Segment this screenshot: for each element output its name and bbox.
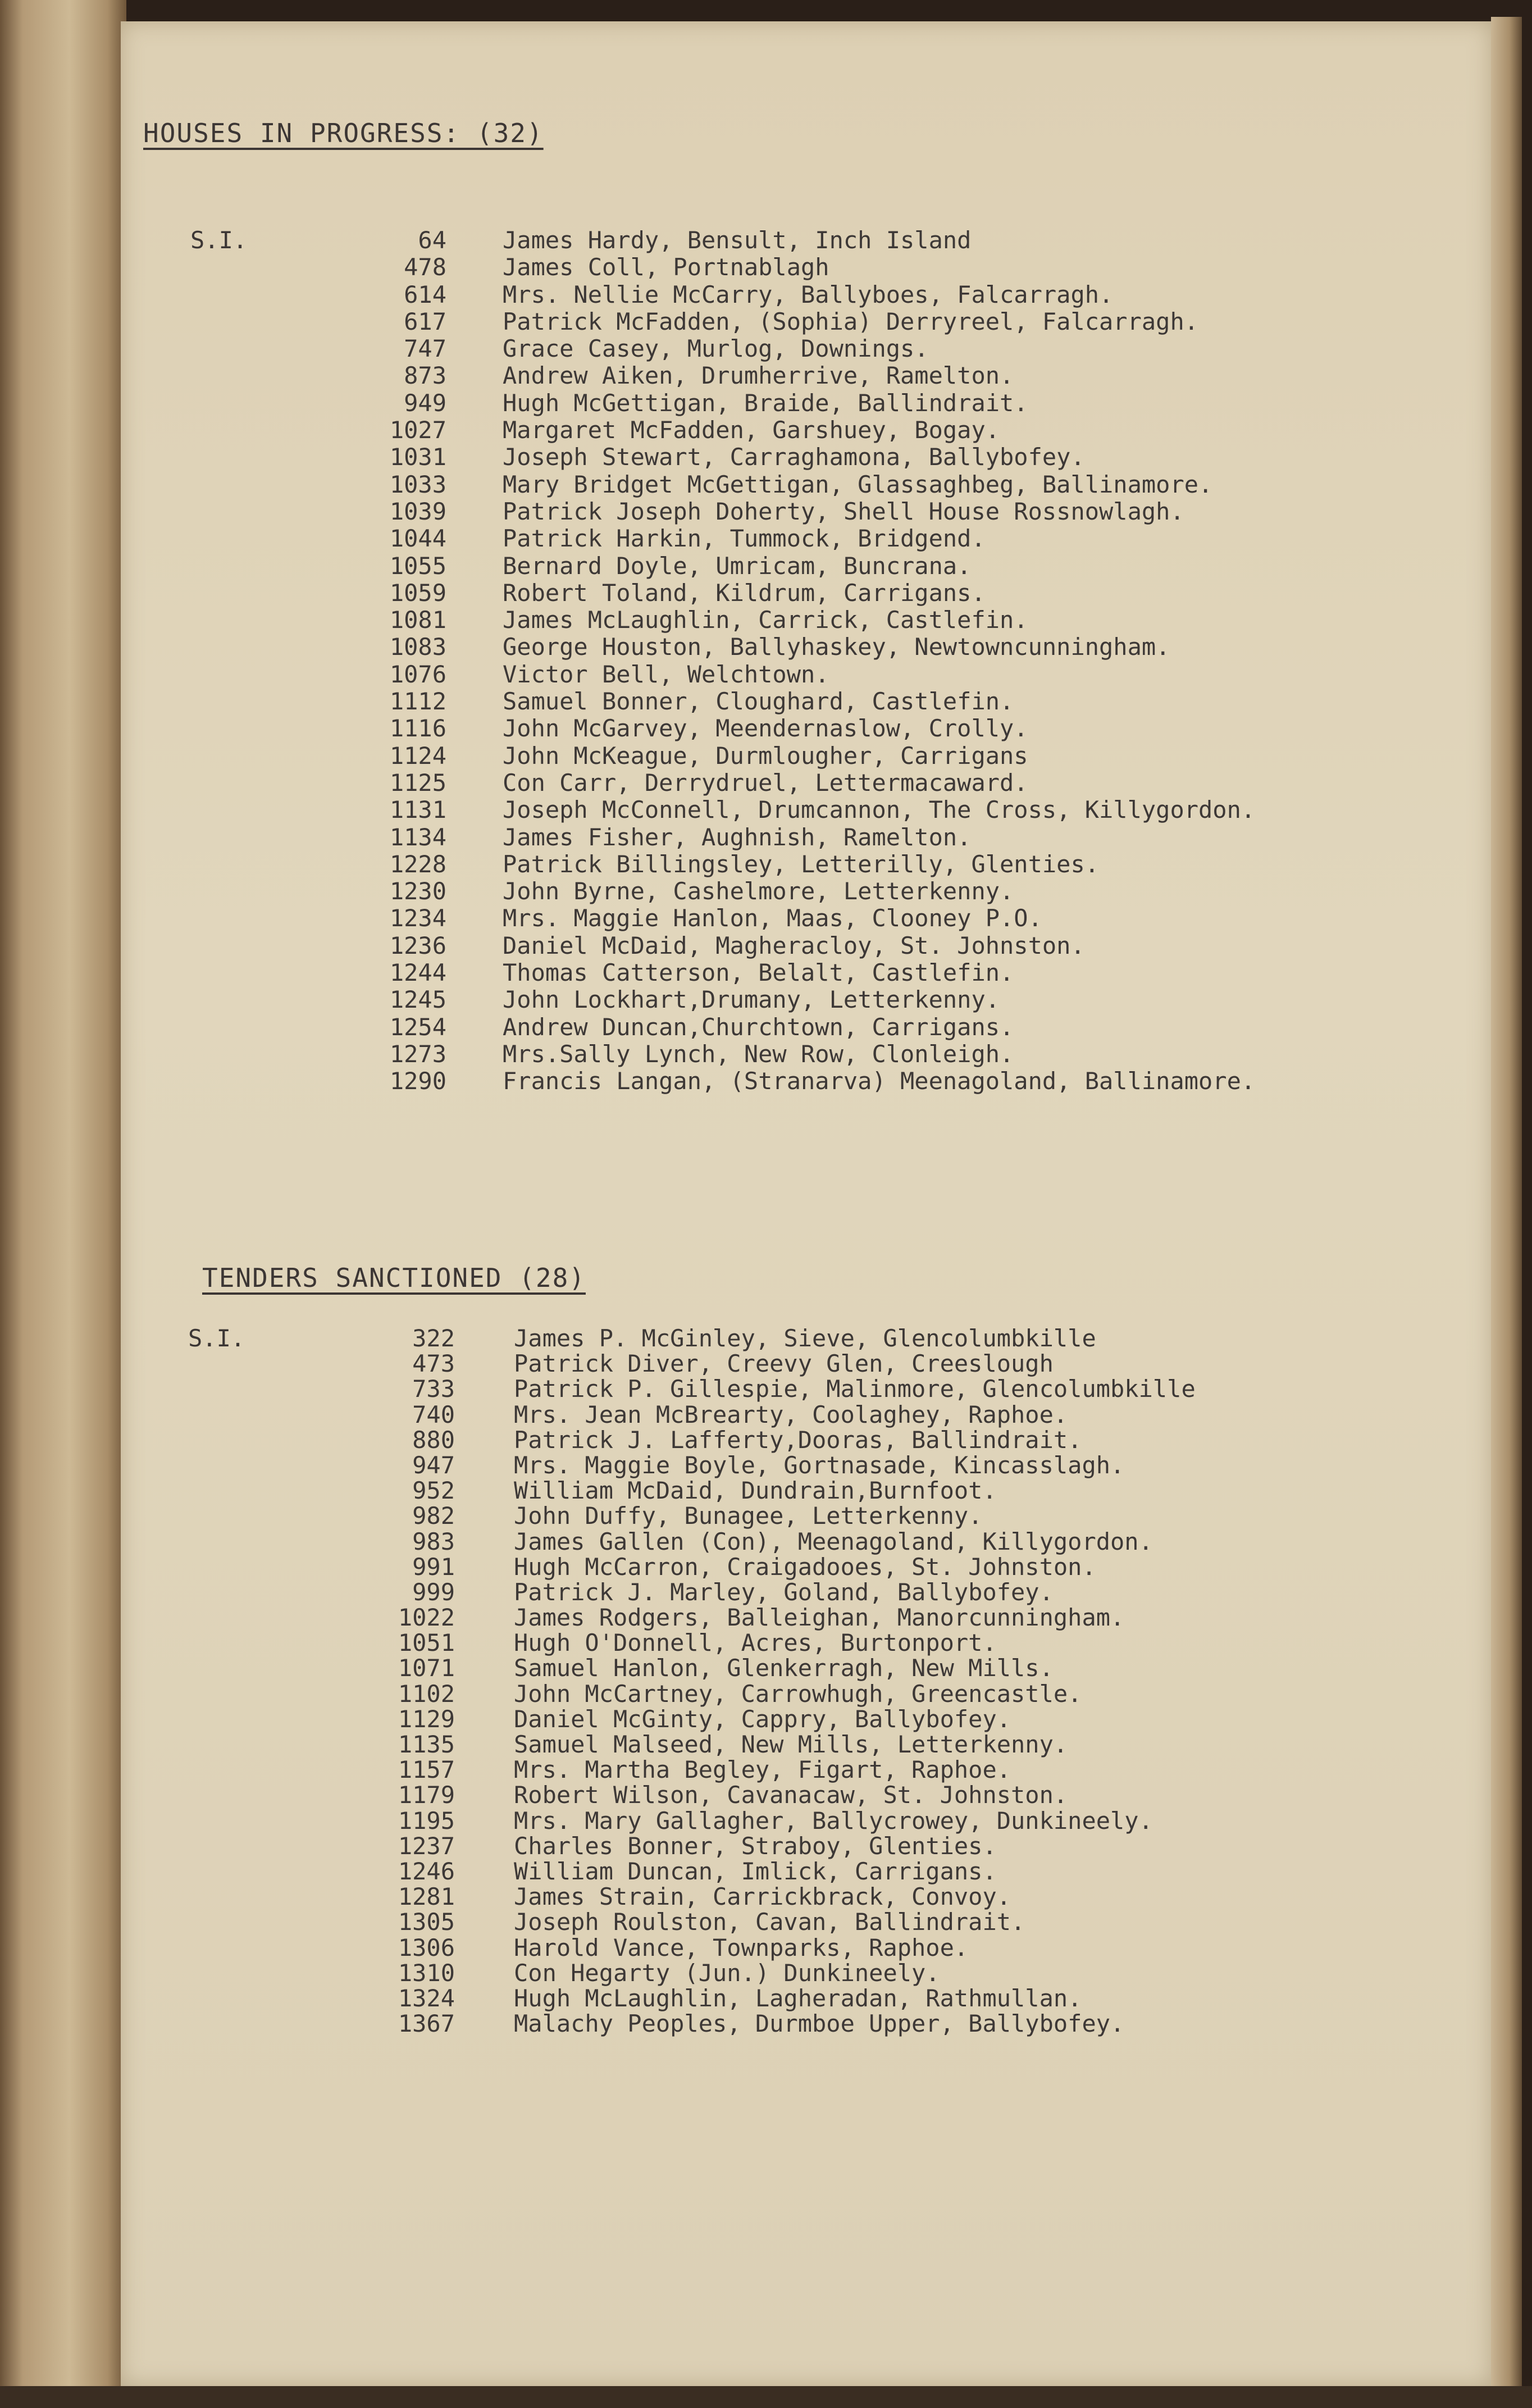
si-number: 1076	[389, 660, 446, 688]
list-item	[121, 1350, 1491, 1378]
entry-text: Francis Langan, (Stranarva) Meenagoland, Ballinamore.	[503, 1067, 1256, 1095]
si-number: 1125	[389, 768, 446, 796]
si-number: 949	[404, 389, 446, 417]
entry-text: Grace Casey, Murlog, Downings.	[503, 335, 929, 363]
si-number: 983	[412, 1527, 455, 1555]
si-number: 1324	[398, 1984, 455, 2012]
list-item	[121, 742, 1491, 769]
entry-text: Margaret McFadden, Garshuey, Bogay.	[503, 416, 1000, 444]
list-item	[121, 850, 1491, 877]
list-item	[121, 1679, 1491, 1708]
list-item	[121, 525, 1491, 552]
list-item	[121, 1934, 1491, 1959]
list-item	[121, 498, 1491, 525]
entry-text: Mrs. Martha Begley, Figart, Raphoe.	[514, 1756, 1011, 1784]
entry-text: Andrew Duncan,Churchtown, Carrigans.	[503, 1013, 1014, 1041]
list-item	[121, 796, 1491, 823]
entry-text: Patrick Billingsley, Letterilly, Glenties.	[503, 850, 1100, 878]
list-item	[121, 1502, 1491, 1530]
list-item	[121, 1067, 1491, 1094]
entry-text: Mrs.Sally Lynch, New Row, Clonleigh.	[503, 1040, 1014, 1068]
entry-text: Malachy Peoples, Durmboe Upper, Ballybofey.	[514, 2010, 1125, 2038]
list-item	[121, 253, 1491, 280]
entry-text: Mrs. Nellie McCarry, Ballyboes, Falcarragh.	[503, 280, 1114, 308]
si-number: 1290	[389, 1067, 446, 1095]
list-item	[121, 1756, 1491, 1784]
list-item	[121, 1832, 1491, 1858]
entry-text: Andrew Aiken, Drumherrive, Ramelton.	[503, 362, 1014, 390]
entry-text: Mrs. Jean McBrearty, Coolaghey, Raphoe.	[514, 1400, 1068, 1428]
si-number: 478	[404, 253, 446, 281]
si-number: 1230	[389, 877, 446, 905]
si-number: 947	[412, 1451, 455, 1479]
entry-text: John Lockhart,Drumany, Letterkenny.	[503, 986, 1000, 1014]
list-item	[121, 688, 1491, 714]
list-item	[121, 1858, 1491, 1883]
si-number: 733	[412, 1375, 455, 1403]
list-item	[121, 1984, 1491, 2010]
si-number: 1236	[389, 931, 446, 959]
si-number: 1081	[389, 606, 446, 634]
list-item	[121, 1604, 1491, 1632]
facing-page-edge	[0, 0, 126, 2408]
si-number: 952	[412, 1477, 455, 1505]
si-number: 1039	[389, 497, 446, 525]
list-item	[121, 1426, 1491, 1454]
si-number: 1112	[389, 688, 446, 716]
list-item	[121, 1654, 1491, 1682]
si-number: 880	[412, 1426, 455, 1454]
list-item	[121, 633, 1491, 660]
si-number: 64	[418, 226, 446, 254]
entry-text: James Coll, Portnablagh	[503, 253, 829, 281]
list-item	[121, 1731, 1491, 1756]
si-number: 873	[404, 362, 446, 390]
si-number: 1273	[389, 1040, 446, 1068]
list-item	[121, 471, 1491, 498]
si-number: 1033	[389, 470, 446, 498]
entry-text: Victor Bell, Welchtown.	[503, 660, 829, 688]
si-number: 1102	[398, 1679, 455, 1708]
entry-text: James Strain, Carrickbrack, Convoy.	[514, 1883, 1011, 1911]
entry-text: Joseph McConnell, Drumcannon, The Cross, Killygordon.	[503, 796, 1256, 824]
list-item	[121, 1324, 1491, 1350]
entry-text: John Duffy, Bunagee, Letterkenny.	[514, 1502, 983, 1530]
si-number: 1179	[398, 1781, 455, 1809]
entry-text: James P. McGinley, Sieve, Glencolumbkille	[514, 1324, 1096, 1352]
si-number: 1157	[398, 1756, 455, 1784]
si-number: 991	[412, 1553, 455, 1581]
si-number: 999	[412, 1578, 455, 1606]
tenders-sanctioned-list	[121, 1324, 1491, 2038]
si-number: 1027	[389, 416, 446, 444]
si-number: 1124	[389, 741, 446, 770]
list-item	[121, 389, 1491, 416]
entry-text: Patrick Harkin, Tummock, Bridgend.	[503, 525, 986, 553]
si-number: 1031	[389, 443, 446, 471]
list-item	[121, 606, 1491, 633]
si-number: 1254	[389, 1013, 446, 1041]
houses-in-progress-si-prefix: S.I.	[190, 226, 248, 254]
list-item	[121, 1013, 1491, 1040]
list-item	[121, 877, 1491, 904]
si-number: 614	[404, 280, 446, 308]
entry-text: Hugh McGettigan, Braide, Ballindrait.	[503, 389, 1028, 417]
list-item	[121, 1781, 1491, 1809]
entry-text: Patrick P. Gillespie, Malinmore, Glencolumbkille	[514, 1375, 1196, 1403]
list-item	[121, 1477, 1491, 1505]
list-item	[121, 1528, 1491, 1553]
list-item	[121, 769, 1491, 796]
list-item	[121, 1806, 1491, 1835]
list-item	[121, 2010, 1491, 2038]
si-number: 1131	[389, 796, 446, 824]
entry-text: Mary Bridget McGettigan, Glassaghbeg, Ballinamore.	[503, 470, 1213, 498]
entry-text: John Byrne, Cashelmore, Letterkenny.	[503, 877, 1014, 905]
entry-text: James McLaughlin, Carrick, Castlefin.	[503, 606, 1028, 634]
entry-text: Patrick J. Marley, Goland, Ballybofey.	[514, 1578, 1054, 1606]
si-number: 473	[412, 1350, 455, 1378]
entry-text: John McKeague, Durmlougher, Carrigans	[503, 741, 1028, 770]
list-item	[121, 904, 1491, 931]
entry-text: Daniel McGinty, Cappry, Ballybofey.	[514, 1705, 1011, 1733]
si-number: 1083	[389, 633, 446, 661]
list-item	[121, 1578, 1491, 1604]
houses-in-progress-heading: HOUSES IN PROGRESS: (32)	[143, 118, 544, 148]
si-number: 1237	[398, 1832, 455, 1860]
entry-text: Mrs. Maggie Hanlon, Maas, Clooney P.O.	[503, 904, 1042, 932]
si-number: 1246	[398, 1857, 455, 1885]
list-item	[121, 1451, 1491, 1477]
entry-text: Patrick Joseph Doherty, Shell House Rossnowlagh.	[503, 497, 1184, 525]
si-number: 747	[404, 335, 446, 363]
entry-text: John McCartney, Carrowhugh, Greencastle.	[514, 1679, 1082, 1708]
houses-in-progress-list	[121, 226, 1491, 1095]
list-item	[121, 959, 1491, 986]
si-number: 1234	[389, 904, 446, 932]
document-page	[121, 21, 1491, 2386]
entry-text: Con Carr, Derrydruel, Lettermacaward.	[503, 768, 1028, 796]
si-number: 1022	[398, 1604, 455, 1632]
entry-text: George Houston, Ballyhaskey, Newtowncunningham.	[503, 633, 1170, 661]
entry-text: Charles Bonner, Straboy, Glenties.	[514, 1832, 997, 1860]
entry-text: James Hardy, Bensult, Inch Island	[503, 226, 972, 254]
list-item	[121, 714, 1491, 741]
list-item	[121, 1629, 1491, 1657]
entry-text: Hugh McCarron, Craigadooes, St. Johnston.	[514, 1553, 1096, 1581]
si-number: 1228	[389, 850, 446, 878]
list-item	[121, 362, 1491, 389]
tenders-sanctioned-si-prefix: S.I.	[188, 1324, 245, 1352]
list-item	[121, 579, 1491, 606]
si-number: 1071	[398, 1654, 455, 1682]
entry-text: Thomas Catterson, Belalt, Castlefin.	[503, 959, 1014, 987]
list-item	[121, 1375, 1491, 1403]
entry-text: Daniel McDaid, Magheracloy, St. Johnston.	[503, 931, 1085, 959]
list-item	[121, 443, 1491, 470]
entry-text: Patrick McFadden, (Sophia) Derryreel, Falcarragh.	[503, 307, 1199, 335]
list-item	[121, 1908, 1491, 1936]
si-number: 1044	[389, 525, 446, 553]
entry-text: Samuel Hanlon, Glenkerragh, New Mills.	[514, 1654, 1054, 1682]
list-item	[121, 552, 1491, 579]
list-item	[121, 986, 1491, 1013]
si-number: 1305	[398, 1908, 455, 1936]
list-item	[121, 1705, 1491, 1731]
entry-text: Bernard Doyle, Umricam, Buncrana.	[503, 552, 972, 580]
list-item	[121, 823, 1491, 850]
si-number: 1134	[389, 823, 446, 851]
list-item	[121, 226, 1491, 253]
entry-text: Robert Wilson, Cavanacaw, St. Johnston.	[514, 1781, 1068, 1809]
list-item	[121, 932, 1491, 959]
si-number: 1367	[398, 2010, 455, 2038]
entry-text: William Duncan, Imlick, Carrigans.	[514, 1857, 997, 1885]
entry-text: Mrs. Maggie Boyle, Gortnasade, Kincasslagh.	[514, 1451, 1125, 1479]
list-item	[121, 1553, 1491, 1581]
entry-text: Patrick J. Lafferty,Dooras, Ballindrait.	[514, 1426, 1082, 1454]
entry-text: Robert Toland, Kildrum, Carrigans.	[503, 579, 986, 607]
list-item	[121, 661, 1491, 688]
entry-text: Joseph Stewart, Carraghamona, Ballybofey.	[503, 443, 1085, 471]
entry-text: Mrs. Mary Gallagher, Ballycrowey, Dunkineely.	[514, 1806, 1153, 1835]
entry-text: James Fisher, Aughnish, Ramelton.	[503, 823, 972, 851]
list-item	[121, 1040, 1491, 1067]
page-edge	[1491, 17, 1522, 2393]
si-number: 1281	[398, 1883, 455, 1911]
tenders-sanctioned-heading: TENDERS SANCTIONED (28)	[202, 1263, 586, 1293]
si-number: 1245	[389, 986, 446, 1014]
entry-text: James Gallen (Con), Meenagoland, Killygordon.	[514, 1527, 1153, 1555]
list-item	[121, 1959, 1491, 1987]
si-number: 1244	[389, 959, 446, 987]
entry-text: Con Hegarty (Jun.) Dunkineely.	[514, 1959, 940, 1987]
entry-text: Hugh McLaughlin, Lagheradan, Rathmullan.	[514, 1984, 1082, 2012]
entry-text: William McDaid, Dundrain,Burnfoot.	[514, 1477, 997, 1505]
list-item	[121, 281, 1491, 308]
si-number: 617	[404, 307, 446, 335]
list-item	[121, 1401, 1491, 1426]
si-number: 1059	[389, 579, 446, 607]
entry-text: James Rodgers, Balleighan, Manorcunningham.	[514, 1604, 1125, 1632]
entry-text: Hugh O'Donnell, Acres, Burtonport.	[514, 1629, 997, 1657]
si-number: 740	[412, 1400, 455, 1428]
list-item	[121, 335, 1491, 362]
si-number: 322	[412, 1324, 455, 1352]
entry-text: Samuel Malseed, New Mills, Letterkenny.	[514, 1731, 1068, 1758]
list-item	[121, 308, 1491, 335]
entry-text: Patrick Diver, Creevy Glen, Creeslough	[514, 1350, 1054, 1378]
scan-bottom-border	[0, 2386, 1532, 2408]
entry-text: Samuel Bonner, Cloughard, Castlefin.	[503, 688, 1014, 716]
entry-text: Joseph Roulston, Cavan, Ballindrait.	[514, 1908, 1025, 1936]
si-number: 1306	[398, 1933, 455, 1961]
entry-text: John McGarvey, Meendernaslow, Crolly.	[503, 714, 1028, 743]
list-item	[121, 416, 1491, 443]
si-number: 1195	[398, 1806, 455, 1835]
si-number: 982	[412, 1502, 455, 1530]
entry-text: Harold Vance, Townparks, Raphoe.	[514, 1933, 969, 1961]
si-number: 1051	[398, 1629, 455, 1657]
si-number: 1116	[389, 714, 446, 743]
list-item	[121, 1883, 1491, 1911]
si-number: 1129	[398, 1705, 455, 1733]
si-number: 1135	[398, 1731, 455, 1758]
si-number: 1310	[398, 1959, 455, 1987]
si-number: 1055	[389, 552, 446, 580]
